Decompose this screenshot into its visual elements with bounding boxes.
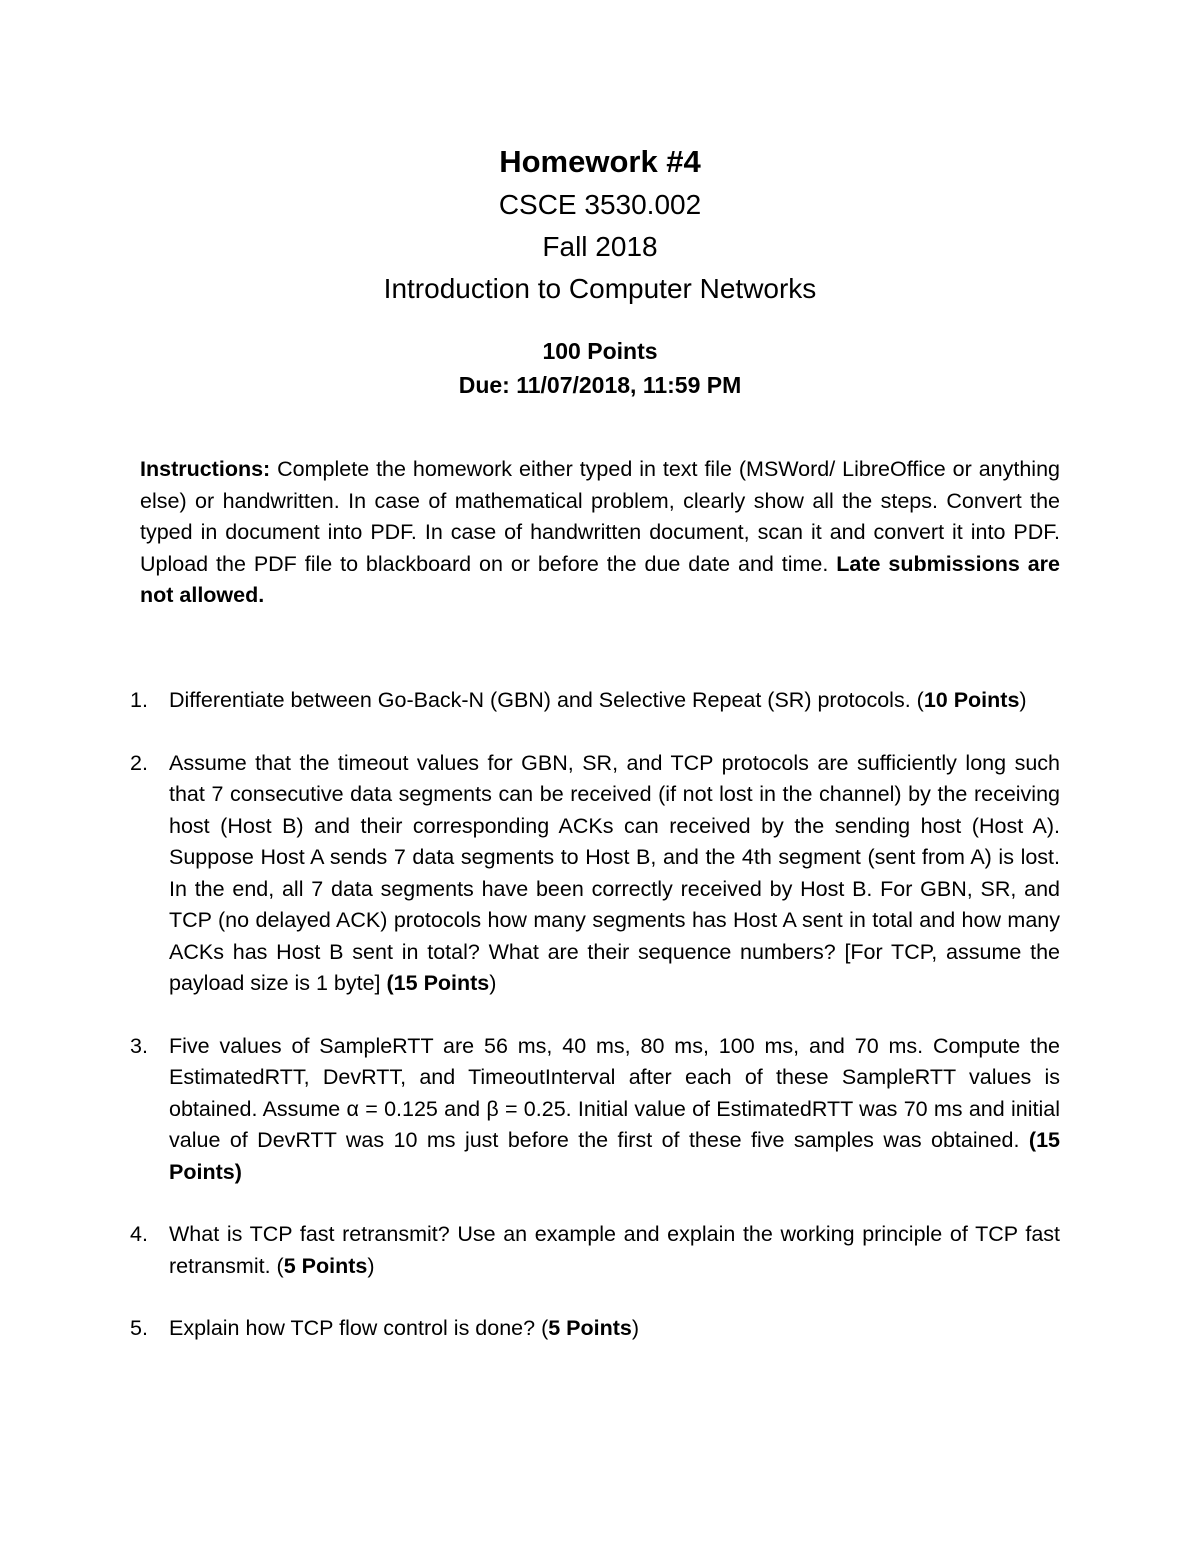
- question-points: 5 Points: [283, 1253, 368, 1278]
- question-item: [130, 1313, 1060, 1345]
- question-number: 4.: [130, 1222, 148, 1246]
- question-points-close: ): [631, 1316, 640, 1340]
- question-number: 2.: [130, 750, 148, 775]
- question-item: [130, 685, 1060, 717]
- question-item: [130, 748, 1060, 1000]
- question-text: What is TCP fast retransmit? Use an example and explain the working principle of TCP fast retransmit. (: [169, 1222, 1060, 1278]
- question-item: [130, 1219, 1060, 1282]
- question-points-close: ): [367, 1253, 375, 1278]
- question-text: Explain how TCP flow control is done? (: [169, 1316, 549, 1340]
- course-term: Fall 2018: [542, 231, 658, 262]
- instructions-late-policy: Late submissions are not allowed.: [140, 551, 1060, 607]
- question-item: [130, 1031, 1060, 1189]
- question-points-close: ): [1019, 688, 1027, 712]
- instructions-label: Instructions:: [140, 457, 271, 481]
- homework-title: Homework #4: [499, 144, 701, 179]
- course-name: Introduction to Computer Networks: [383, 273, 817, 304]
- instructions-paragraph: [140, 454, 1060, 612]
- question-number: 5.: [130, 1316, 148, 1340]
- question-points: (15 Points): [169, 1128, 1060, 1184]
- question-text: Differentiate between Go-Back-N (GBN) and Selective Repeat (SR) protocols. (: [169, 688, 924, 712]
- document-header: [0, 140, 1200, 402]
- question-number: 1.: [130, 688, 148, 712]
- question-points: 5 Points: [548, 1316, 632, 1340]
- instructions-text: Complete the homework either typed in text file (MSWord/ LibreOffice or anything else) or handwritten. In case of mathematical problem, clearly show all the steps. Convert the typed in document into PDF. In case of handwritten document, scan it and convert it into PDF. Upload the PDF file to blackboard on or before the due date and time.: [140, 457, 1060, 576]
- question-number: 3.: [130, 1033, 148, 1058]
- course-code: CSCE 3530.002: [498, 189, 702, 220]
- question-list: [130, 685, 1060, 1376]
- question-points: (15 Points: [386, 971, 490, 995]
- question-points: 10 Points: [923, 688, 1020, 712]
- question-text: Five values of SampleRTT are 56 ms, 40 ms, 80 ms, 100 ms, and 70 ms. Compute the EstimatedRTT, DevRTT, and TimeoutInterval after each of these SampleRTT values is obtained. Assume α = 0.125 and β = 0.25. Initial value of EstimatedRTT was 70 ms and initial value of DevRTT was 10 ms just before the first of these five samples was obtained.: [169, 1033, 1060, 1152]
- due-date: Due: 11/07/2018, 11:59 PM: [458, 372, 742, 398]
- question-points-close: ): [489, 971, 497, 995]
- question-text: Assume that the timeout values for GBN, SR, and TCP protocols are sufficiently long such that 7 consecutive data segments can be received (if not lost in the channel) by the receiving host (Host B) and their corresponding ACKs can received by the sending host (Host A). Suppose Host A sends 7 data segments to Host B, and the 4th segment (sent from A) is lost. In the end, all 7 data segments have been correctly received by Host B. For GBN, SR, and TCP (no delayed ACK) protocols how many segments has Host A sent in total and how many ACKs has Host B sent in total? What are their sequence numbers? [For TCP, assume the payload size is 1 byte]: [169, 750, 1060, 995]
- total-points: 100 Points: [542, 338, 658, 364]
